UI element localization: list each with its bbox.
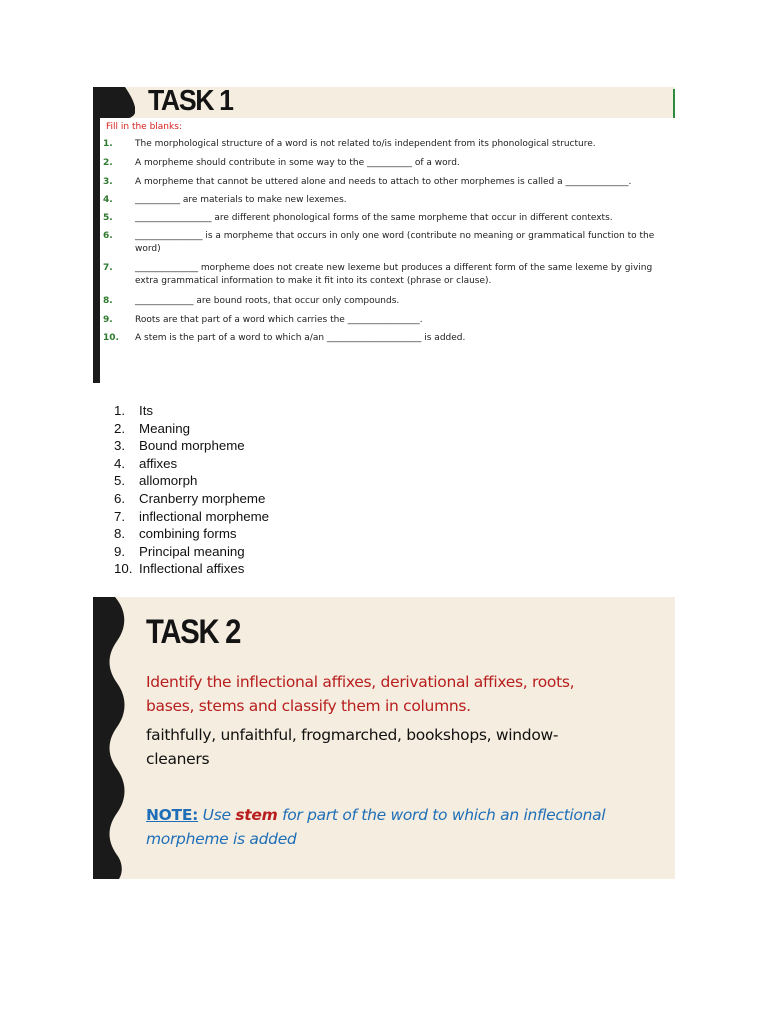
answer-item (114, 543, 269, 561)
answer-number: 10. (114, 561, 133, 577)
task2-instruction: Identify the inflectional affixes, derivational affixes, roots, bases, stems and classify them in columns. (146, 673, 575, 715)
answer-item (114, 508, 269, 526)
question-text: Roots are that part of a word which carries the ________________. (135, 315, 423, 325)
task2-title: TASK 2 (146, 613, 241, 651)
task1-instruction: Fill in the blanks: (106, 122, 182, 132)
answer-number: 5. (114, 473, 126, 489)
answer-text: combining forms (139, 526, 237, 542)
answer-text: Its (139, 403, 154, 418)
answer-text: Meaning (139, 420, 191, 436)
answer-item (114, 490, 269, 508)
question-number: 1. (103, 139, 113, 149)
task1-left-bar (93, 87, 100, 383)
question-text: _____________ are bound roots, that occur only compounds. (135, 296, 400, 306)
question-text: _________________ are different phonological forms of the same morpheme that occur in different contexts. (135, 213, 613, 223)
task2-wavy-border (93, 597, 133, 879)
question-text: A morpheme that cannot be uttered alone and needs to attach to other morphemes is called a ______________. (135, 177, 632, 187)
answer-number: 1. (114, 403, 126, 418)
answer-item (114, 402, 269, 420)
answer-item (114, 525, 269, 543)
answer-text: Cranberry morpheme (139, 490, 266, 506)
question-number: 7. (103, 263, 113, 273)
task1-green-accent (673, 89, 675, 118)
answer-number: 8. (114, 526, 126, 542)
answer-text: Bound morpheme (139, 438, 245, 454)
answer-item (114, 437, 269, 455)
answer-text: affixes (139, 455, 178, 471)
task1-banner-curve (99, 87, 135, 118)
answer-text: inflectional morpheme (139, 508, 270, 524)
note-text-post: for part of the word to which an inflectional morpheme is added (146, 806, 606, 848)
answer-number: 3. (114, 438, 126, 454)
answer-item (114, 472, 269, 490)
task2-panel (93, 597, 675, 879)
question-text: __________ are materials to make new lexemes. (135, 195, 347, 205)
answer-number: 9. (114, 543, 126, 559)
question-number: 9. (103, 315, 113, 325)
question-text: _______________ is a morpheme that occurs in only one word (contribute no meaning or grammatical function to the word) (135, 231, 655, 254)
task2-word-list: faithfully, unfaithful, frogmarched, bookshops, window-cleaners (146, 726, 559, 768)
answer-item (114, 420, 269, 438)
note-label: NOTE: (146, 806, 199, 824)
question-number: 3. (103, 177, 113, 187)
answer-number: 7. (114, 508, 126, 524)
answer-text: Inflectional affixes (139, 561, 245, 577)
question-number: 2. (103, 158, 113, 168)
answer-number: 2. (114, 420, 126, 436)
task1-title: TASK 1 (148, 85, 233, 117)
task2-note (146, 803, 616, 851)
answer-text: Principal meaning (139, 543, 245, 559)
question-number: 5. (103, 213, 113, 223)
question-text: A morpheme should contribute in some way to the __________ of a word. (135, 158, 460, 168)
answer-item (114, 560, 269, 578)
question-number: 8. (103, 296, 113, 306)
question-number: 6. (103, 231, 113, 241)
note-text-pre: Use (198, 806, 236, 824)
question-number: 10. (103, 333, 119, 343)
task1-panel (93, 87, 675, 383)
answer-number: 6. (114, 490, 126, 506)
note-stem-word: stem (235, 806, 278, 824)
question-text: A stem is the part of a word to which a/an _____________________ is added. (135, 333, 466, 343)
question-text: The morphological structure of a word is not related to/is independent from its phonological structure. (135, 139, 596, 149)
answer-number: 4. (114, 455, 126, 471)
answer-list (114, 402, 269, 578)
answer-text: allomorph (139, 473, 198, 489)
answer-item (114, 455, 269, 473)
question-text: ______________ morpheme does not create new lexeme but produces a different form of the same lexeme by giving extra grammatical information to make it fit into its context (phrase or clause). (135, 263, 653, 286)
question-number: 4. (103, 195, 113, 205)
